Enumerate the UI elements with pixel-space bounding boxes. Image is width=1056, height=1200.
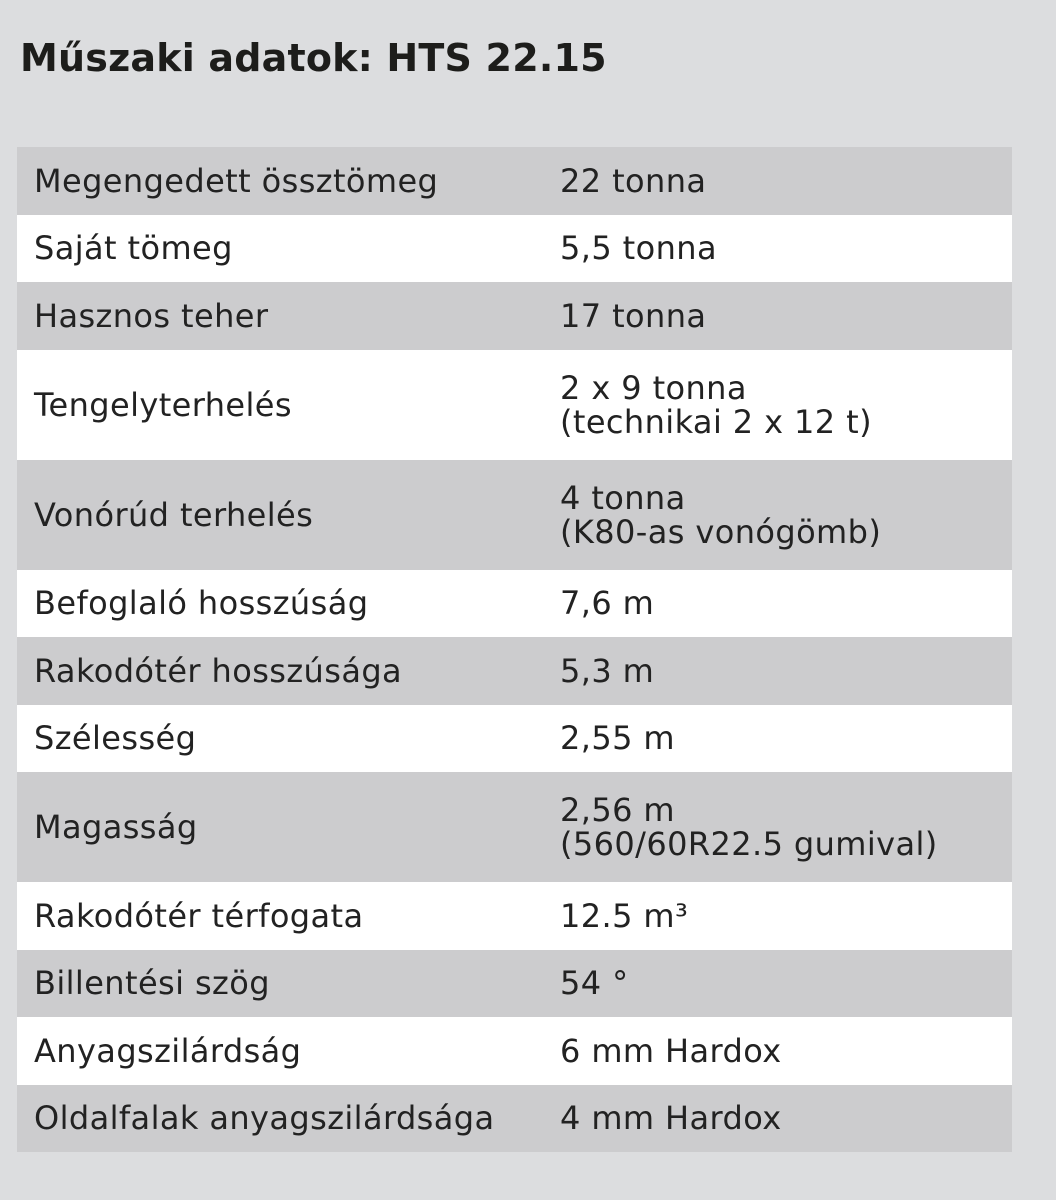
row-label: Befoglaló hosszúság [34, 584, 369, 623]
row-value: 2,55 m [560, 719, 675, 758]
row-label: Saját tömeg [34, 229, 233, 268]
row-label: Anyagszilárdság [34, 1031, 302, 1070]
row-value: 7,6 m [560, 584, 655, 623]
row-value: 22 tonna [560, 161, 707, 200]
table-row [17, 772, 1012, 882]
table-row [17, 1085, 1012, 1153]
row-label: Tengelyterhelés [34, 385, 292, 424]
table-row [17, 882, 1012, 950]
spec-table [17, 147, 1012, 1152]
row-value: 54 ° [560, 964, 629, 1003]
table-row [17, 215, 1012, 283]
table-row [17, 282, 1012, 350]
row-label: Megengedett össztömeg [34, 161, 439, 200]
row-value-line: 2 x 9 tonna [560, 368, 747, 407]
row-value: 6 mm Hardox [560, 1031, 782, 1070]
row-value: 17 tonna [560, 296, 707, 335]
row-label: Rakodótér hosszúsága [34, 651, 403, 690]
row-value [560, 478, 1012, 551]
row-label: Magasság [34, 808, 198, 846]
row-value-line: 4 tonna [560, 478, 686, 517]
row-label: Rakodótér térfogata [34, 896, 364, 935]
page-title: Műszaki adatok: HTS 22.15 [20, 36, 607, 80]
table-row [17, 460, 1012, 570]
row-label: Hasznos teher [34, 296, 269, 335]
row-value [560, 368, 1012, 441]
row-value-note: (technikai 2 x 12 t) [560, 402, 872, 441]
row-value [560, 793, 1012, 861]
row-value: 5,3 m [560, 651, 655, 690]
row-value-note: (560/60R22.5 gumival) [560, 825, 938, 863]
row-value-note: (K80-as vonógömb) [560, 512, 882, 551]
row-label: Vonórúd terhelés [34, 495, 314, 534]
row-label: Szélesség [34, 719, 197, 758]
row-value: 4 mm Hardox [560, 1099, 782, 1138]
table-row [17, 637, 1012, 705]
row-value: 5,5 tonna [560, 229, 717, 268]
row-value-line: 2,56 m [560, 791, 675, 829]
row-label: Oldalfalak anyagszilárdsága [34, 1099, 495, 1138]
table-row [17, 350, 1012, 460]
table-row [17, 570, 1012, 638]
row-value: 12.5 m³ [560, 896, 689, 935]
table-row [17, 147, 1012, 215]
row-label: Billentési szög [34, 964, 270, 1003]
table-row [17, 950, 1012, 1018]
table-row [17, 705, 1012, 773]
table-row [17, 1017, 1012, 1085]
